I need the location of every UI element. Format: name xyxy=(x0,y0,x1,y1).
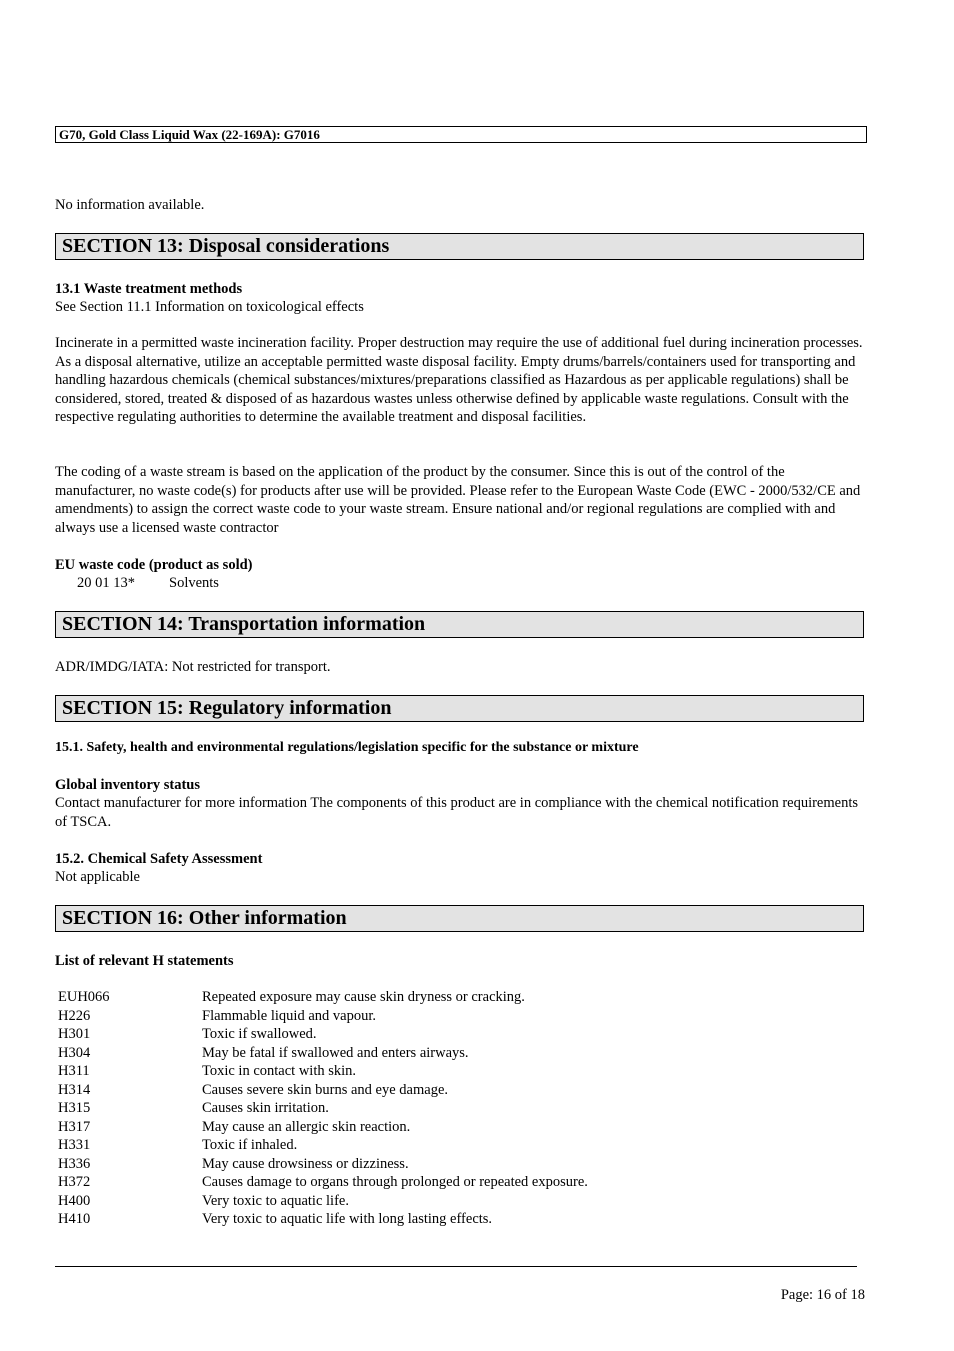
transport-text: ADR/IMDG/IATA: Not restricted for transport. xyxy=(55,659,331,675)
h-code: H226 xyxy=(58,1007,91,1024)
h-code: H315 xyxy=(58,1100,91,1116)
h-text: Flammable liquid and vapour. xyxy=(202,1007,376,1024)
h-text: Toxic if swallowed. xyxy=(202,1026,317,1042)
eu-waste-code-desc: Solvents xyxy=(169,575,219,591)
h-code: H304 xyxy=(58,1044,91,1061)
section-15-subhead-1: 15.1. Safety, health and environmental regulations/legislation specific for the substance or mixture xyxy=(55,740,639,755)
h-code: H336 xyxy=(58,1155,91,1172)
no-info-text: No information available. xyxy=(55,197,205,213)
h-code: H331 xyxy=(58,1137,91,1153)
page-number: Page: 16 of 18 xyxy=(780,1287,865,1303)
eu-waste-code-label: EU waste code (product as sold) xyxy=(55,557,253,573)
h-code: H311 xyxy=(58,1063,90,1079)
section-13-see-line: See Section 11.1 Information on toxicological effects xyxy=(55,299,364,315)
h-code: H372 xyxy=(58,1174,91,1190)
section-15-subhead-2: 15.2. Chemical Safety Assessment xyxy=(55,851,263,867)
h-text: Very toxic to aquatic life. xyxy=(202,1192,349,1209)
section-15-title: SECTION 15: Regulatory information xyxy=(55,695,864,722)
section-14-title: SECTION 14: Transportation information xyxy=(55,611,864,638)
section-13-title: SECTION 13: Disposal considerations xyxy=(55,233,864,260)
h-text: May cause drowsiness or dizziness. xyxy=(202,1155,409,1172)
h-text: Causes damage to organs through prolonged or repeated exposure. xyxy=(202,1174,588,1190)
h-text: May be fatal if swallowed and enters airways. xyxy=(202,1044,469,1061)
assessment-text: Not applicable xyxy=(55,869,140,885)
h-code: H400 xyxy=(58,1192,91,1209)
h-text: Repeated exposure may cause skin dryness or cracking. xyxy=(202,989,525,1005)
global-inventory-label: Global inventory status xyxy=(55,777,201,793)
h-code: H410 xyxy=(58,1211,91,1227)
section-16-title: SECTION 16: Other information xyxy=(55,905,864,932)
section-13-subhead: 13.1 Waste treatment methods xyxy=(55,281,243,297)
h-code: H314 xyxy=(58,1081,91,1098)
global-inventory-text: Contact manufacturer for more information The components of this product are in compliance with the chemical notification requirements of TSCA. xyxy=(55,795,859,830)
h-text: Toxic if inhaled. xyxy=(202,1137,298,1153)
section-13-paragraph-1: Incinerate in a permitted waste incineration facility. Proper destruction may require the use of additional fuel during incineration processes. As a disposal alternative, utilize an acceptable permitted waste disposal facility. Empty drums/barrels/containers used for transporting and handling hazardous chemicals (chemical substances/mixtures/preparations classified as Hazardous as per applicable regulations) shall be considered, stored, treated & disposed of as hazardous wastes unless otherwise defined by applicable waste regulations. Consult with the respective regulating authorities to determine the available treatment and disposal facilities. xyxy=(55,335,863,425)
h-text: Very toxic to aquatic life with long lasting effects. xyxy=(202,1211,493,1227)
product-title-box: G70, Gold Class Liquid Wax (22-169A): G7016 xyxy=(55,126,867,143)
h-statements-list xyxy=(0,988,954,1228)
h-code: H301 xyxy=(58,1026,91,1042)
h-code: H317 xyxy=(58,1118,91,1135)
eu-waste-code: 20 01 13* xyxy=(77,575,135,591)
h-text: May cause an allergic skin reaction. xyxy=(202,1118,411,1135)
h-code: EUH066 xyxy=(58,989,110,1005)
h-text: Toxic in contact with skin. xyxy=(202,1063,357,1079)
h-statements-label: List of relevant H statements xyxy=(55,953,234,969)
h-text: Causes skin irritation. xyxy=(202,1100,329,1116)
footer-divider xyxy=(55,1266,857,1267)
h-text: Causes severe skin burns and eye damage. xyxy=(202,1081,449,1098)
section-13-paragraph-2: The coding of a waste stream is based on the application of the product by the consumer. Since this is out of the control of the manufacturer, no waste code(s) for products after use will be provided. Please refer to the European Waste Code (EWC - 2000/532/CE and amendments) to assign the correct waste code to your waste stream. Ensure national and/or regional regulations are complied with and always use a licensed waste contractor xyxy=(55,464,861,536)
